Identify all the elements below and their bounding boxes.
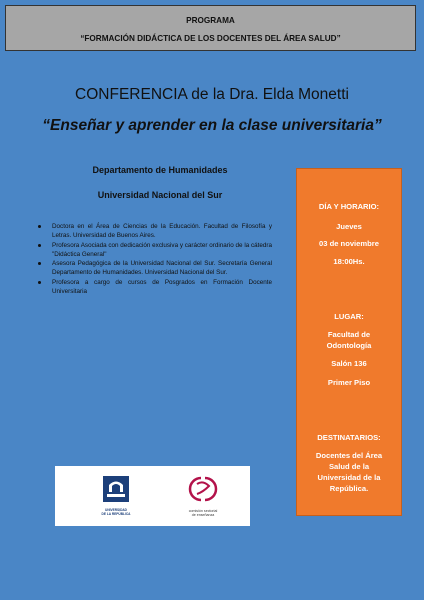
bio-item: Doctora en el Área de Ciencias de la Educación. Facultad de Filosofía y Letras. Universidad de Buenos Aires.	[38, 222, 272, 241]
cse-label-2: de enseñanza	[191, 513, 215, 517]
cse-emblem-icon	[185, 474, 221, 504]
bullet-icon	[38, 281, 41, 284]
bullet-icon	[38, 225, 41, 228]
program-label: PROGRAMA	[186, 16, 235, 25]
university-name: Universidad Nacional del Sur	[97, 190, 223, 200]
bullet-icon	[38, 244, 41, 247]
conference-title: CONFERENCIA de la Dra. Elda Monetti	[75, 86, 349, 103]
location-heading: LUGAR:	[334, 312, 364, 321]
speaker-bio-list	[38, 222, 272, 296]
cse-logo	[175, 474, 231, 522]
program-banner	[5, 5, 416, 51]
udelar-label-1: UNIVERSIDAD	[105, 508, 127, 512]
schedule-heading: DÍA Y HORARIO:	[318, 202, 380, 211]
event-info-panel	[296, 168, 402, 516]
department-name: Departamento de Humanidades	[92, 165, 228, 175]
schedule-day: Jueves	[336, 222, 362, 231]
audience-heading: DESTINATARIOS:	[317, 433, 381, 442]
conference-subtitle: “Enseñar y aprender en la clase universitaria”	[42, 117, 382, 134]
logos-strip	[55, 466, 250, 526]
bio-item: Profesora a cargo de cursos de Posgrados en Formación Docente Universitaria	[38, 278, 272, 297]
schedule-time: 18:00Hs.	[333, 257, 365, 266]
udelar-label-2: DE LA REPÚBLICA	[101, 511, 131, 516]
audience-line-3: Universidad de la	[317, 473, 381, 482]
audience-line-1: Docentes del Área	[315, 451, 383, 460]
location-place-2: Odontología	[326, 341, 372, 350]
location-place-1: Facultad de	[327, 330, 371, 339]
bio-item: Profesora Asociada con dedicación exclusiva y carácter ordinario de la cátedra "Didáctica General"	[38, 241, 272, 260]
bio-item: Asesora Pedagógica de la Universidad Nacional del Sur. Secretaría General Departamento de Humanidades. Universidad Nacional del Sur.	[38, 259, 272, 278]
program-name: “FORMACIÓN DIDÁCTICA DE LOS DOCENTES DEL ÁREA SALUD”	[80, 34, 341, 43]
audience-line-2: Salud de la	[328, 462, 370, 471]
location-room: Salón 136	[331, 359, 367, 368]
audience-line-4: República.	[329, 484, 369, 493]
udelar-logo	[93, 474, 139, 522]
udelar-emblem-icon	[101, 474, 131, 504]
cse-label-1: comisión sectorial	[188, 509, 218, 513]
bullet-icon	[38, 262, 41, 265]
location-floor: Primer Piso	[327, 378, 371, 387]
schedule-date: 03 de noviembre	[319, 239, 379, 248]
